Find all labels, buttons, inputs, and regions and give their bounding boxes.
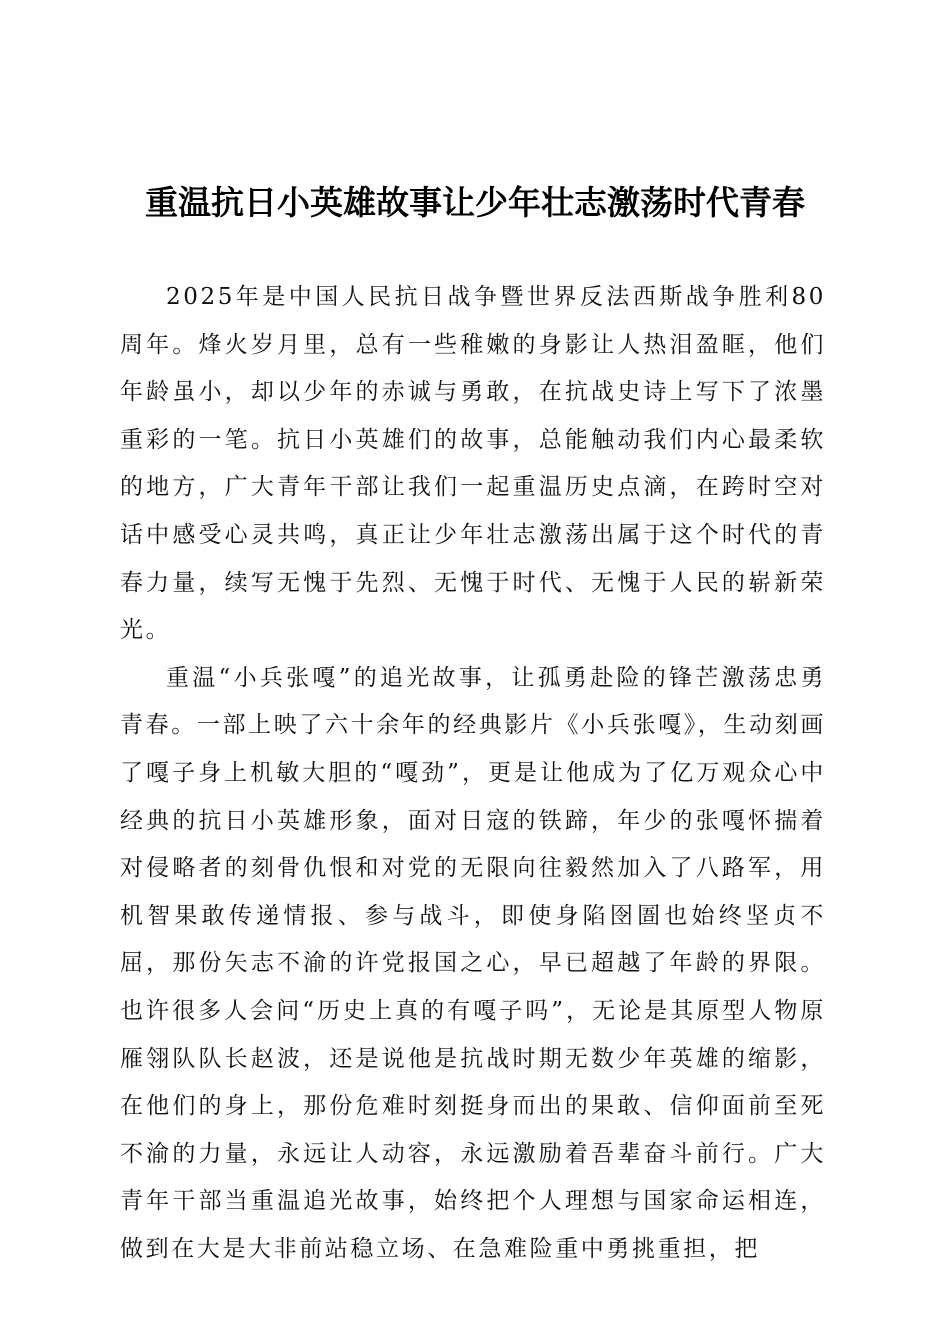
paragraph-zhangga: 重温“小兵张嘎”的追光故事，让孤勇赴险的锋芒激荡忠勇青春。一部上映了六十余年的经典影片《小兵张嘎》，生动刻画了嘎子身上机敏大胆的“嘎劲”，更是让他成为了亿万观众心中经典的抗日小英雄形象，面对日寇的铁蹄，年少的张嘎怀揣着对侵略者的刻骨仇恨和对党的无限向往毅然加入了八路军，用机智果敢传递情报、参与战斗，即使身陷囹圄也始终坚贞不屈，那份矢志不渝的许党报国之心，早已超越了年龄的界限。也许很多人会问“历史上真的有嘎子吗”，无论是其原型人物原雁翎队队长赵波，还是说他是抗战时期无数少年英雄的缩影，在他们的身上，那份危难时刻挺身而出的果敢、信仰面前至死不渝的力量，永远让人动容，永远激励着吾辈奋斗前行。广大青年干部当重温追光故事，始终把个人理想与国家命运相连，做到在大是大非前站稳立场、在急难险重中勇挑重担，把	[120, 664, 826, 1262]
document-title: 重温抗日小英雄故事让少年壮志激荡时代青春	[145, 183, 805, 222]
document-body	[120, 274, 826, 1273]
paragraph-intro: 2025年是中国人民抗日战争暨世界反法西斯战争胜利80周年。烽火岁月里，总有一些稚嫩的身影让人热泪盈眶，他们年龄虽小，却以少年的赤诚与勇敢，在抗战史诗上写下了浓墨重彩的一笔。抗日小英雄们的故事，总能触动我们内心最柔软的地方，广大青年干部让我们一起重温历史点滴，在跨时空对话中感受心灵共鸣，真正让少年壮志激荡出属于这个时代的青春力量，续写无愧于先烈、无愧于时代、无愧于人民的崭新荣光。	[120, 284, 826, 644]
